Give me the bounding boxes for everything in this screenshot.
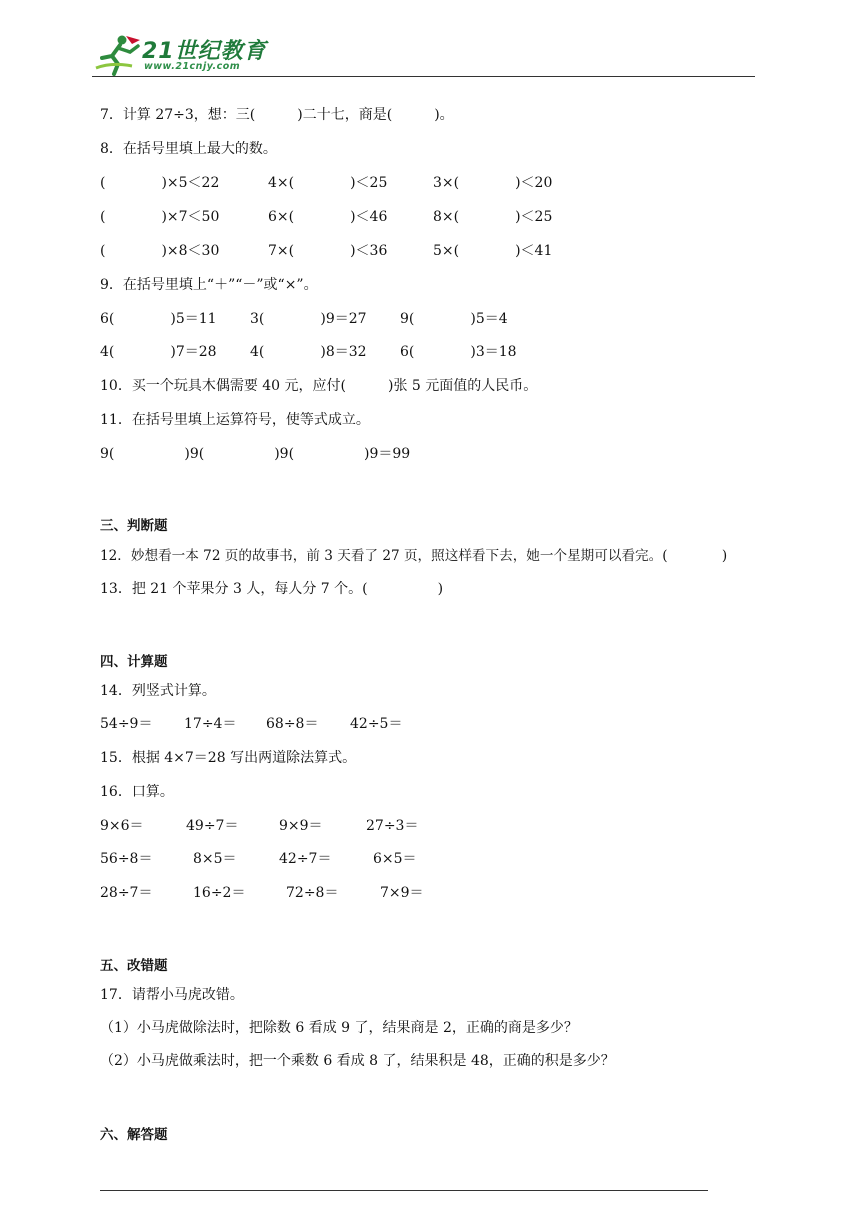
q8-item: ( )×7＜50 bbox=[100, 209, 220, 225]
q8-item: 5×( )＜41 bbox=[433, 243, 553, 259]
q8-item: 4×( )＜25 bbox=[268, 175, 388, 191]
q14-item: 17÷4＝ bbox=[184, 716, 237, 732]
q16-item: 56÷8＝ bbox=[100, 851, 153, 867]
section-6-heading: 六、解答题 bbox=[100, 1127, 168, 1143]
question-16-title: 16．口算。 bbox=[100, 784, 174, 800]
question-17-part-1: （1）小马虎做除法时，把除数 6 看成 9 了，结果商是 2，正确的商是多少？ bbox=[100, 1020, 578, 1036]
logo bbox=[92, 34, 267, 76]
section-3-heading: 三、判断题 bbox=[100, 518, 168, 534]
question-13: 13．把 21 个苹果分 3 人，每人分 7 个。( ) bbox=[100, 581, 444, 597]
footer-divider bbox=[100, 1190, 708, 1191]
question-9-title: 9．在括号里填上“＋”“－”或“×”。 bbox=[100, 277, 318, 293]
section-5-heading: 五、改错题 bbox=[100, 958, 168, 974]
question-11-expression: 9( )9( )9( )9＝99 bbox=[100, 446, 411, 462]
q9-item: 3( )9＝27 bbox=[250, 311, 367, 327]
q9-item: 6( )5＝11 bbox=[100, 311, 217, 327]
q8-item: 7×( )＜36 bbox=[268, 243, 388, 259]
q8-item: ( )×5＜22 bbox=[100, 175, 220, 191]
q9-item: 6( )3＝18 bbox=[400, 344, 517, 360]
q16-item: 42÷7＝ bbox=[279, 851, 332, 867]
q14-item: 68÷8＝ bbox=[266, 716, 319, 732]
brand-name: 21世纪教育 bbox=[142, 39, 267, 64]
question-17-title: 17．请帮小马虎改错。 bbox=[100, 987, 244, 1003]
q9-item: 4( )8＝32 bbox=[250, 344, 367, 360]
q16-item: 28÷7＝ bbox=[100, 885, 153, 901]
question-17-part-2: （2）小马虎做乘法时，把一个乘数 6 看成 8 了，结果积是 48，正确的积是多少？ bbox=[100, 1053, 615, 1069]
question-12: 12．妙想看一本 72 页的故事书，前 3 天看了 27 页，照这样看下去，她一个星期可以看完。( ) bbox=[100, 548, 728, 564]
q16-item: 7×9＝ bbox=[380, 885, 424, 901]
q14-item: 42÷5＝ bbox=[350, 716, 403, 732]
section-4-heading: 四、计算题 bbox=[100, 654, 168, 670]
header-divider bbox=[92, 76, 755, 77]
page-header bbox=[0, 0, 860, 80]
question-15: 15．根据 4×7＝28 写出两道除法算式。 bbox=[100, 750, 357, 766]
q16-item: 6×5＝ bbox=[373, 851, 417, 867]
q16-item: 8×5＝ bbox=[193, 851, 237, 867]
question-11-title: 11．在括号里填上运算符号，使等式成立。 bbox=[100, 412, 370, 428]
q16-item: 27÷3＝ bbox=[366, 818, 419, 834]
q8-item: 3×( )＜20 bbox=[433, 175, 553, 191]
question-10: 10．买一个玩具木偶需要 40 元，应付( )张 5 元面值的人民币。 bbox=[100, 378, 538, 394]
q9-item: 4( )7＝28 bbox=[100, 344, 217, 360]
q16-item: 16÷2＝ bbox=[193, 885, 246, 901]
question-7: 7．计算 27÷3，想：三( )二十七，商是( )。 bbox=[100, 107, 454, 123]
q16-item: 49÷7＝ bbox=[186, 818, 239, 834]
q9-item: 9( )5＝4 bbox=[400, 311, 508, 327]
q16-item: 9×9＝ bbox=[279, 818, 323, 834]
runner-logo-icon bbox=[92, 34, 144, 76]
q8-item: ( )×8＜30 bbox=[100, 243, 220, 259]
q16-item: 9×6＝ bbox=[100, 818, 144, 834]
q14-item: 54÷9＝ bbox=[100, 716, 153, 732]
q8-item: 8×( )＜25 bbox=[433, 209, 553, 225]
question-8-title: 8．在括号里填上最大的数。 bbox=[100, 141, 277, 157]
brand-url: www.21cnjy.com bbox=[144, 61, 241, 72]
q8-item: 6×( )＜46 bbox=[268, 209, 388, 225]
question-14-title: 14．列竖式计算。 bbox=[100, 683, 216, 699]
q16-item: 72÷8＝ bbox=[286, 885, 339, 901]
